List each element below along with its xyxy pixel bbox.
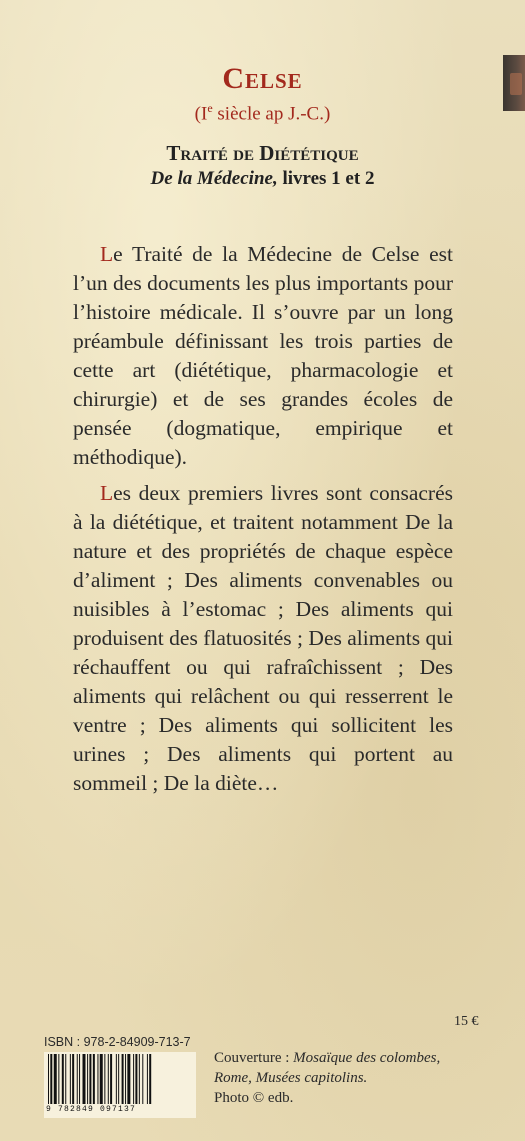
cover-line-1 — [214, 1048, 514, 1068]
barcode-bar — [77, 1054, 78, 1104]
book-subtitle — [0, 168, 525, 190]
barcode-bar — [54, 1054, 57, 1104]
barcode-bar — [58, 1054, 59, 1104]
photo-credit: Photo © edb. — [214, 1090, 294, 1106]
price-label: 15 € — [454, 1014, 479, 1029]
barcode-bar — [48, 1054, 49, 1104]
book-title: Traité de Diététique — [166, 141, 359, 165]
barcode-bar — [125, 1054, 126, 1104]
barcode-bar — [97, 1054, 98, 1104]
barcode-bar — [147, 1054, 148, 1104]
barcode-bar — [149, 1054, 151, 1104]
subtitle-italic: De la Médecine, — [150, 168, 278, 189]
blurb-paragraph-1: Le Traité de la Médecine de Celse est l’un des documents les plus importants pour l’histoire médicale. Il s’ouvre par un long préambule définissant les trois parties de cette art (diététique, pharmacologie et chirurgie) et de ses grandes écoles de pensée (dogmatique, empirique et méthodique). — [73, 242, 453, 469]
barcode-bar — [135, 1054, 137, 1104]
barcode-bar — [110, 1054, 112, 1104]
barcode-bar — [133, 1054, 134, 1104]
barcode-bar — [50, 1054, 52, 1104]
dates-rest: siècle ap J.-C.) — [212, 103, 331, 125]
barcode-digits: 9 782849 097137 — [44, 1105, 196, 1114]
barcode-bar — [142, 1054, 143, 1104]
barcode-bar — [65, 1054, 66, 1104]
author-name: Celse — [222, 62, 303, 95]
barcode-bar — [62, 1054, 64, 1104]
cover-label: Couverture : — [214, 1050, 294, 1066]
barcode-bars — [44, 1052, 196, 1106]
barcode-bar — [70, 1054, 71, 1104]
barcode-bar — [116, 1054, 117, 1104]
barcode-bar — [79, 1054, 80, 1104]
barcode-bar — [89, 1054, 91, 1104]
subtitle-rest: livres 1 et 2 — [277, 168, 375, 189]
barcode-bar — [139, 1054, 140, 1104]
blurb-text — [73, 240, 453, 805]
dates-prefix: (I — [194, 103, 208, 125]
blurb-paragraph-2: Les deux premiers livres sont consacrés à la diététique, et traitent notamment De la nature et des propriétés de chaque espèce d’aliment ; Des aliments convenables ou nuisibles à l’estomac ; Des aliments qui produisent des flatuosités ; Des aliments qui réchauffent ou qui rafraîchissent ; Des aliments qui relâchent ou qui resserrent le ventre ; Des aliments qui sollicitent les urines ; Des aliments qui portent au sommeil ; De la diète… — [73, 481, 453, 795]
isbn-label: ISBN : 978-2-84909-713-7 — [44, 1035, 191, 1049]
barcode-bar — [104, 1054, 105, 1104]
barcode-bar — [87, 1054, 88, 1104]
barcode-bar — [100, 1054, 103, 1104]
cover-title: Mosaïque des colombes, — [293, 1050, 441, 1066]
dates-superscript: e — [207, 101, 213, 115]
cover-credits — [214, 1048, 514, 1108]
barcode-bar — [127, 1054, 130, 1104]
barcode-bar — [122, 1054, 124, 1104]
barcode-bar — [108, 1054, 109, 1104]
barcode-bar — [72, 1054, 74, 1104]
barcode-bar — [118, 1054, 119, 1104]
barcode-bar — [83, 1054, 86, 1104]
barcode-bar — [93, 1054, 95, 1104]
author-dates — [0, 101, 525, 125]
cover-location: Rome, Musées capitolins. — [214, 1070, 368, 1086]
